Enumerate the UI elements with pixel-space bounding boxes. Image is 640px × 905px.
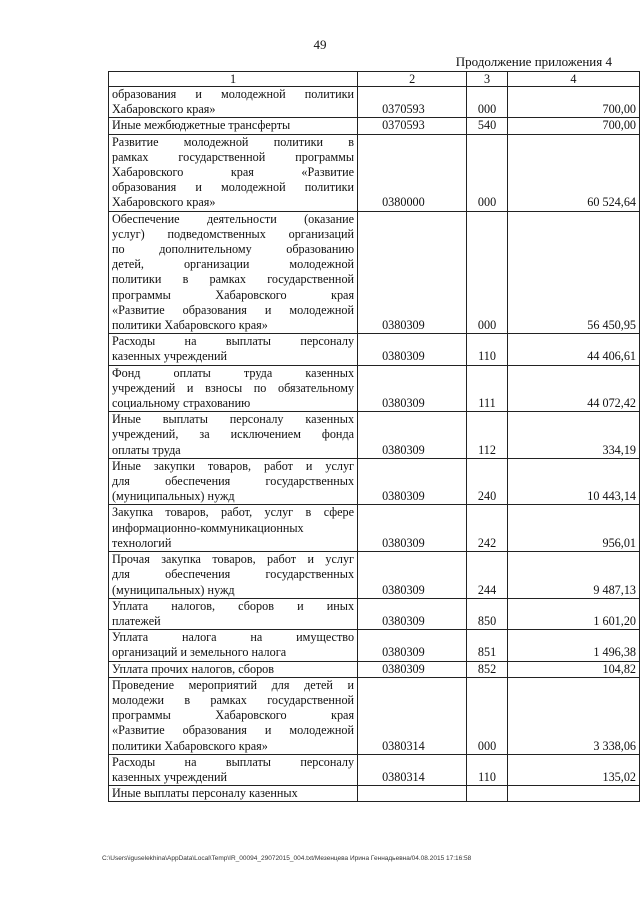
table-row	[109, 677, 640, 754]
table-row	[109, 786, 640, 802]
expense-name-line: рамках государственной программы	[112, 149, 355, 164]
expense-name-line: для обеспечения государственных	[112, 474, 355, 489]
expense-name-line: политики в рамках государственной	[112, 272, 355, 287]
amount-cell: 1 496,38	[507, 630, 639, 661]
continuation-label: Продолжение приложения 4	[455, 54, 612, 69]
expense-name-line: Прочая закупка товаров, работ и услуг	[112, 552, 355, 567]
expense-type-cell: 000	[467, 87, 508, 118]
expense-name-line: Фонд оплаты труда казенных	[112, 365, 355, 380]
expense-name-line: программы Хабаровского края	[112, 287, 355, 302]
expense-type-cell: 242	[467, 505, 508, 552]
expense-name-line: казенных учреждений	[112, 769, 228, 784]
expense-name-cell	[109, 87, 358, 118]
amount-cell: 60 524,64	[507, 134, 639, 211]
target-code-cell: 0380309	[358, 211, 467, 334]
table-row	[109, 552, 640, 599]
expense-name-line: образования и молодежной политики	[112, 180, 355, 195]
amount-cell: 956,01	[507, 505, 639, 552]
expense-name-line: детей, организации молодежной	[112, 257, 355, 272]
page-number: 49	[313, 37, 327, 52]
expense-name-line: услуг) подведомственных организаций	[112, 226, 355, 241]
table-row	[109, 458, 640, 505]
amount-cell: 44 406,61	[507, 334, 639, 365]
table-row	[109, 505, 640, 552]
expense-name-line: учреждений, за исключением фонда	[112, 427, 355, 442]
header-col-4: 4	[507, 72, 639, 87]
expense-type-cell: 852	[467, 661, 508, 677]
target-code-cell	[358, 786, 467, 802]
target-code-cell: 0380000	[358, 134, 467, 211]
expense-name-line: платежей	[112, 613, 161, 628]
expense-name-line: информационно-коммуникационных	[112, 520, 304, 535]
expense-name-line: казенных учреждений	[112, 349, 228, 364]
expense-name-line: Проведение мероприятий для детей и	[112, 677, 355, 692]
expense-name-line: Уплата прочих налогов, сборов	[112, 661, 275, 676]
expense-name-line: Уплата налога на имущество	[112, 630, 355, 645]
target-code-cell: 0380309	[358, 412, 467, 459]
expense-name-cell	[109, 412, 358, 459]
expense-type-cell: 240	[467, 458, 508, 505]
header-col-3: 3	[467, 72, 508, 87]
expense-type-cell: 540	[467, 118, 508, 134]
expense-type-cell: 244	[467, 552, 508, 599]
expense-name-line: социальному страхованию	[112, 396, 251, 411]
header-col-2: 2	[358, 72, 467, 87]
expense-name-line: технологий	[112, 535, 172, 550]
amount-cell: 104,82	[507, 661, 639, 677]
expense-name-line: Уплата налогов, сборов и иных	[112, 598, 355, 613]
table-row	[109, 118, 640, 134]
expense-name-line: Хабаровского края «Развитие	[112, 165, 355, 180]
table-row	[109, 334, 640, 365]
amount-cell: 10 443,14	[507, 458, 639, 505]
expense-type-cell: 000	[467, 677, 508, 754]
amount-cell: 700,00	[507, 118, 639, 134]
expense-name-line: «Развитие образования и молодежной	[112, 723, 355, 738]
amount-cell	[507, 786, 639, 802]
expense-name-cell	[109, 334, 358, 365]
expense-type-cell: 110	[467, 334, 508, 365]
expense-name-cell	[109, 505, 358, 552]
amount-cell: 44 072,42	[507, 365, 639, 412]
expense-name-line: Обеспечение деятельности (оказание	[112, 211, 355, 226]
expense-name-line: Иные выплаты персоналу казенных	[112, 412, 355, 427]
amount-cell: 56 450,95	[507, 211, 639, 334]
expense-name-line: организаций и земельного налога	[112, 645, 287, 660]
expense-name-cell	[109, 458, 358, 505]
expense-type-cell: 850	[467, 598, 508, 629]
table-row	[109, 87, 640, 118]
expense-name-line: Хабаровского края»	[112, 195, 216, 210]
target-code-cell: 0370593	[358, 118, 467, 134]
expense-name-line: Иные закупки товаров, работ и услуг	[112, 458, 355, 473]
expense-name-cell	[109, 118, 358, 134]
table-body	[109, 87, 640, 802]
expense-name-cell	[109, 134, 358, 211]
expense-type-cell: 110	[467, 754, 508, 785]
expense-name-cell	[109, 661, 358, 677]
expense-name-cell	[109, 754, 358, 785]
target-code-cell: 0380309	[358, 661, 467, 677]
expense-name-line: молодежи в рамках государственной	[112, 692, 355, 707]
expense-name-cell	[109, 552, 358, 599]
expense-name-line: образования и молодежной политики	[112, 87, 355, 101]
expense-name-line: «Развитие образования и молодежной	[112, 302, 355, 317]
expense-name-line: оплаты труда	[112, 442, 181, 457]
expense-type-cell: 112	[467, 412, 508, 459]
expense-name-line: по дополнительному образованию	[112, 242, 355, 257]
table-row	[109, 134, 640, 211]
expense-name-cell	[109, 598, 358, 629]
expense-name-cell	[109, 211, 358, 334]
header-col-1: 1	[109, 72, 358, 87]
expense-name-line: политики Хабаровского края»	[112, 738, 268, 753]
target-code-cell: 0370593	[358, 87, 467, 118]
amount-cell: 9 487,13	[507, 552, 639, 599]
amount-cell: 135,02	[507, 754, 639, 785]
expense-name-line: учреждений и взносы по обязательному	[112, 380, 355, 395]
expense-type-cell: 000	[467, 211, 508, 334]
amount-cell: 334,19	[507, 412, 639, 459]
table-row	[109, 754, 640, 785]
expense-name-line: Хабаровского края»	[112, 102, 216, 117]
amount-cell: 700,00	[507, 87, 639, 118]
target-code-cell: 0380309	[358, 552, 467, 599]
expense-name-line: политики Хабаровского края»	[112, 318, 268, 333]
amount-cell: 1 601,20	[507, 598, 639, 629]
expense-name-line: Иные выплаты персоналу казенных	[112, 786, 298, 801]
table-row	[109, 412, 640, 459]
expense-name-line: (муниципальных) нужд	[112, 582, 235, 597]
expense-name-line: Иные межбюджетные трансферты	[112, 118, 291, 133]
expense-type-cell: 000	[467, 134, 508, 211]
expense-type-cell: 111	[467, 365, 508, 412]
table-row	[109, 598, 640, 629]
target-code-cell: 0380314	[358, 677, 467, 754]
table-row	[109, 661, 640, 677]
target-code-cell: 0380309	[358, 505, 467, 552]
budget-table	[108, 71, 640, 802]
target-code-cell: 0380309	[358, 598, 467, 629]
expense-name-cell	[109, 630, 358, 661]
table-row	[109, 365, 640, 412]
table-header-row	[109, 72, 640, 87]
file-path-footer: C:\Users\iguselekhina\AppData\Local\Temp\IR_00094_29072015_004.txt/Мезенцева Ирина Геннадьевна/04.08.2015 17:16:58	[102, 855, 472, 862]
target-code-cell: 0380309	[358, 365, 467, 412]
expense-name-line: для обеспечения государственных	[112, 567, 355, 582]
expense-name-line: Закупка товаров, работ, услуг в сфере	[112, 505, 355, 520]
expense-type-cell: 851	[467, 630, 508, 661]
expense-name-line: Расходы на выплаты персоналу	[112, 754, 355, 769]
expense-name-line: (муниципальных) нужд	[112, 489, 235, 504]
expense-name-line: Расходы на выплаты персоналу	[112, 334, 355, 349]
expense-name-line: Развитие молодежной политики в	[112, 134, 355, 149]
expense-name-cell	[109, 365, 358, 412]
target-code-cell: 0380309	[358, 458, 467, 505]
expense-name-line: программы Хабаровского края	[112, 708, 355, 723]
expense-type-cell	[467, 786, 508, 802]
expense-name-cell	[109, 786, 358, 802]
expense-name-cell	[109, 677, 358, 754]
target-code-cell: 0380309	[358, 630, 467, 661]
target-code-cell: 0380314	[358, 754, 467, 785]
target-code-cell: 0380309	[358, 334, 467, 365]
amount-cell: 3 338,06	[507, 677, 639, 754]
table-row	[109, 211, 640, 334]
table-row	[109, 630, 640, 661]
